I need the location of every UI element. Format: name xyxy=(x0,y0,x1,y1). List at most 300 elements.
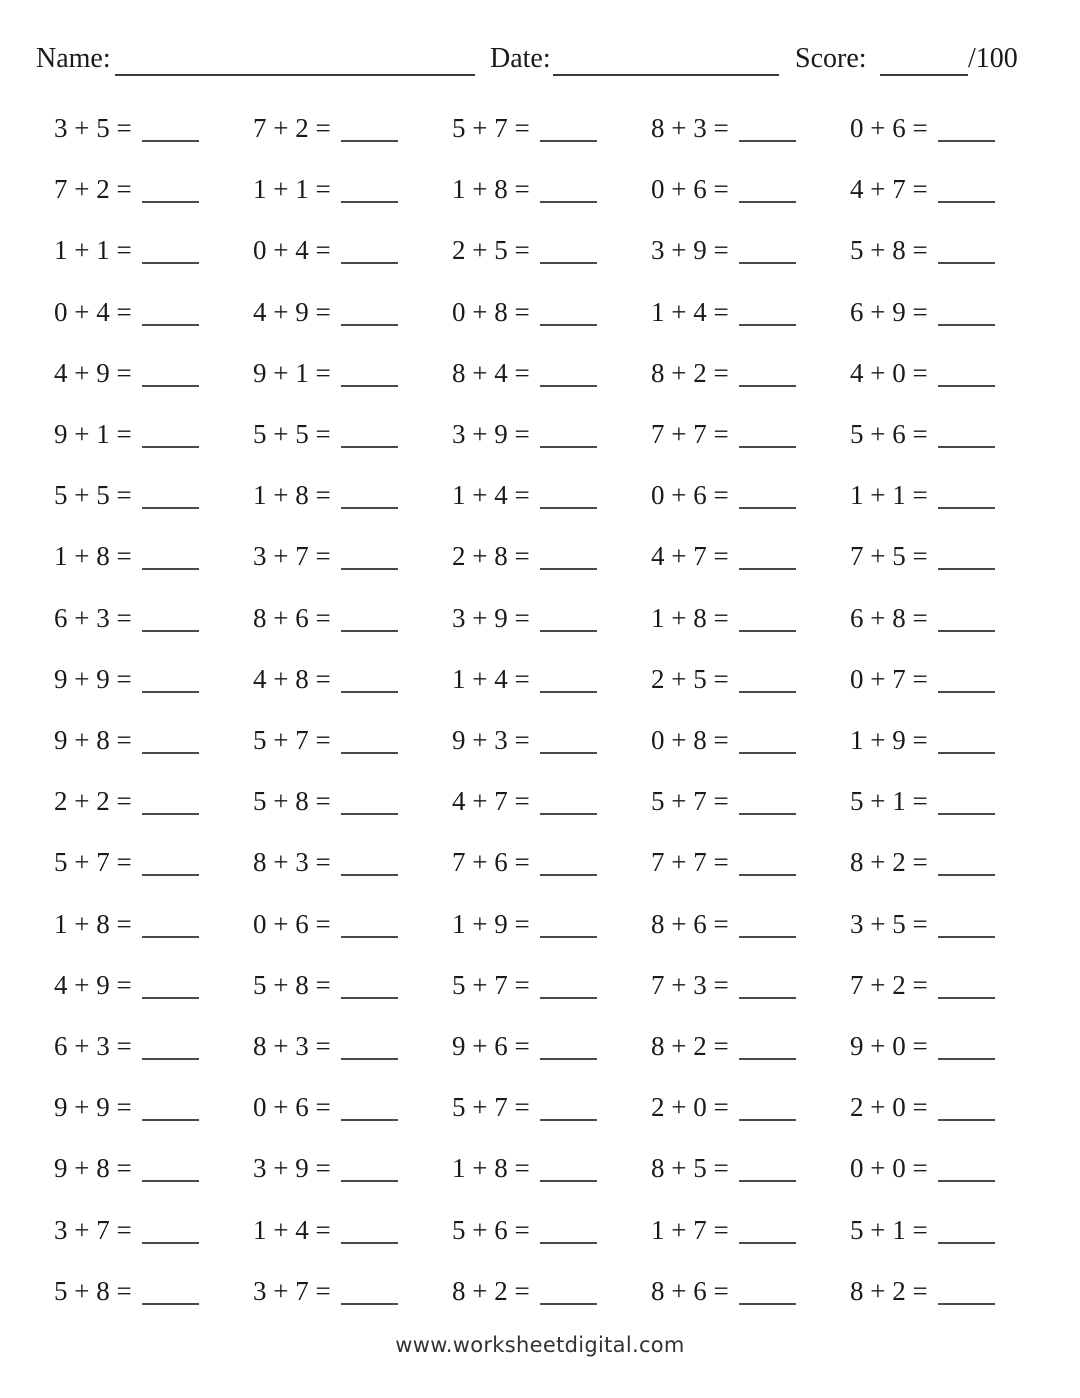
addition-problem xyxy=(452,1026,642,1066)
addition-problem xyxy=(651,108,841,148)
problem-expression: 3 + 9 = xyxy=(651,235,729,265)
answer-blank[interactable] xyxy=(142,813,199,815)
answer-blank[interactable] xyxy=(540,1180,597,1182)
problem-expression: 8 + 6 = xyxy=(651,1276,729,1306)
addition-problem xyxy=(651,1271,841,1311)
answer-blank[interactable] xyxy=(341,568,398,570)
problem-expression: 4 + 7 = xyxy=(651,541,729,571)
addition-problem xyxy=(651,1026,841,1066)
problem-expression: 5 + 5 = xyxy=(54,480,132,510)
addition-problem xyxy=(54,230,244,270)
problem-expression: 8 + 2 = xyxy=(651,358,729,388)
problem-expression: 3 + 9 = xyxy=(253,1153,331,1183)
problem-expression: 7 + 5 = xyxy=(850,541,928,571)
problem-expression: 0 + 6 = xyxy=(253,909,331,939)
addition-problem xyxy=(253,598,443,638)
problem-expression: 4 + 7 = xyxy=(850,174,928,204)
problem-expression: 3 + 7 = xyxy=(253,1276,331,1306)
problem-expression: 9 + 6 = xyxy=(452,1031,530,1061)
addition-problem xyxy=(54,1026,244,1066)
problem-expression: 7 + 6 = xyxy=(452,847,530,877)
answer-blank[interactable] xyxy=(739,997,796,999)
addition-problem xyxy=(253,475,443,515)
addition-problem xyxy=(651,720,841,760)
answer-blank[interactable] xyxy=(142,1058,199,1060)
problem-expression: 6 + 8 = xyxy=(850,603,928,633)
problem-expression: 0 + 6 = xyxy=(253,1092,331,1122)
addition-problem xyxy=(452,1271,642,1311)
answer-blank[interactable] xyxy=(142,691,199,693)
answer-blank[interactable] xyxy=(739,507,796,509)
problem-expression: 7 + 2 = xyxy=(54,174,132,204)
problem-expression: 2 + 0 = xyxy=(850,1092,928,1122)
answer-blank[interactable] xyxy=(540,691,597,693)
addition-problem xyxy=(253,1148,443,1188)
problem-expression: 2 + 0 = xyxy=(651,1092,729,1122)
addition-problem xyxy=(253,781,443,821)
answer-blank[interactable] xyxy=(938,1058,995,1060)
addition-problem xyxy=(452,414,642,454)
problem-expression: 0 + 4 = xyxy=(54,297,132,327)
addition-problem xyxy=(253,659,443,699)
answer-blank[interactable] xyxy=(739,568,796,570)
answer-blank[interactable] xyxy=(938,630,995,632)
answer-blank[interactable] xyxy=(341,997,398,999)
addition-problem xyxy=(54,598,244,638)
problem-expression: 5 + 8 = xyxy=(253,786,331,816)
addition-problem xyxy=(452,659,642,699)
answer-blank[interactable] xyxy=(540,446,597,448)
answer-blank[interactable] xyxy=(938,446,995,448)
answer-blank[interactable] xyxy=(938,691,995,693)
addition-problem xyxy=(651,659,841,699)
answer-blank[interactable] xyxy=(142,1303,199,1305)
addition-problem xyxy=(54,108,244,148)
answer-blank[interactable] xyxy=(540,752,597,754)
problem-expression: 9 + 1 = xyxy=(253,358,331,388)
answer-blank[interactable] xyxy=(739,1119,796,1121)
problem-expression: 9 + 9 = xyxy=(54,664,132,694)
answer-blank[interactable] xyxy=(739,201,796,203)
answer-blank[interactable] xyxy=(938,507,995,509)
answer-blank[interactable] xyxy=(739,630,796,632)
answer-blank[interactable] xyxy=(540,507,597,509)
addition-problem xyxy=(651,1087,841,1127)
problem-expression: 3 + 5 = xyxy=(54,113,132,143)
addition-problem xyxy=(850,842,1040,882)
addition-problem xyxy=(54,475,244,515)
addition-problem xyxy=(850,536,1040,576)
answer-blank[interactable] xyxy=(739,262,796,264)
problem-expression: 3 + 7 = xyxy=(253,541,331,571)
addition-problem xyxy=(452,536,642,576)
answer-blank[interactable] xyxy=(540,1119,597,1121)
problem-expression: 5 + 7 = xyxy=(253,725,331,755)
problem-expression: 0 + 6 = xyxy=(850,113,928,143)
problem-expression: 8 + 4 = xyxy=(452,358,530,388)
addition-problem xyxy=(850,598,1040,638)
problem-expression: 1 + 9 = xyxy=(850,725,928,755)
addition-problem xyxy=(651,353,841,393)
problem-expression: 5 + 6 = xyxy=(850,419,928,449)
problem-expression: 5 + 8 = xyxy=(253,970,331,1000)
problem-expression: 6 + 3 = xyxy=(54,1031,132,1061)
addition-problem xyxy=(850,781,1040,821)
addition-problem xyxy=(253,720,443,760)
answer-blank[interactable] xyxy=(739,936,796,938)
problem-expression: 1 + 4 = xyxy=(651,297,729,327)
addition-problem xyxy=(54,169,244,209)
problem-expression: 1 + 4 = xyxy=(253,1215,331,1245)
problem-expression: 2 + 2 = xyxy=(54,786,132,816)
problem-expression: 5 + 7 = xyxy=(452,113,530,143)
addition-problem xyxy=(651,904,841,944)
answer-blank[interactable] xyxy=(341,1119,398,1121)
problem-expression: 5 + 7 = xyxy=(651,786,729,816)
answer-blank[interactable] xyxy=(540,936,597,938)
answer-blank[interactable] xyxy=(739,1058,796,1060)
answer-blank[interactable] xyxy=(540,385,597,387)
answer-blank[interactable] xyxy=(739,752,796,754)
answer-blank[interactable] xyxy=(938,936,995,938)
problem-expression: 9 + 1 = xyxy=(54,419,132,449)
answer-blank[interactable] xyxy=(739,140,796,142)
problem-expression: 4 + 0 = xyxy=(850,358,928,388)
problem-expression: 1 + 4 = xyxy=(452,664,530,694)
answer-blank[interactable] xyxy=(739,874,796,876)
addition-problem xyxy=(850,230,1040,270)
answer-blank[interactable] xyxy=(142,1119,199,1121)
problem-expression: 4 + 7 = xyxy=(452,786,530,816)
problem-expression: 8 + 2 = xyxy=(850,847,928,877)
answer-blank[interactable] xyxy=(739,446,796,448)
addition-problem xyxy=(850,659,1040,699)
answer-blank[interactable] xyxy=(540,262,597,264)
answer-blank[interactable] xyxy=(142,385,199,387)
problem-expression: 8 + 2 = xyxy=(850,1276,928,1306)
addition-problem xyxy=(452,230,642,270)
addition-problem xyxy=(850,1210,1040,1250)
addition-problem xyxy=(54,1271,244,1311)
problem-expression: 5 + 7 = xyxy=(452,1092,530,1122)
problem-expression: 5 + 7 = xyxy=(452,970,530,1000)
answer-blank[interactable] xyxy=(341,1242,398,1244)
addition-problem xyxy=(651,1210,841,1250)
problem-expression: 1 + 8 = xyxy=(54,909,132,939)
addition-problem xyxy=(253,169,443,209)
problem-expression: 6 + 9 = xyxy=(850,297,928,327)
answer-blank[interactable] xyxy=(540,1058,597,1060)
problem-expression: 1 + 8 = xyxy=(253,480,331,510)
score-total: /100 xyxy=(968,43,1018,74)
answer-blank[interactable] xyxy=(142,936,199,938)
addition-problem xyxy=(253,965,443,1005)
answer-blank[interactable] xyxy=(142,140,199,142)
addition-problem xyxy=(54,904,244,944)
addition-problem xyxy=(253,108,443,148)
problem-expression: 0 + 7 = xyxy=(850,664,928,694)
answer-blank[interactable] xyxy=(938,568,995,570)
footer-website: www.worksheetdigital.com xyxy=(395,1333,685,1357)
addition-problem xyxy=(850,169,1040,209)
answer-blank[interactable] xyxy=(540,201,597,203)
addition-problem xyxy=(253,536,443,576)
date-label: Date: xyxy=(490,43,551,74)
addition-problem xyxy=(452,1210,642,1250)
answer-blank[interactable] xyxy=(540,568,597,570)
answer-blank[interactable] xyxy=(739,691,796,693)
answer-blank[interactable] xyxy=(739,385,796,387)
problem-expression: 9 + 9 = xyxy=(54,1092,132,1122)
addition-problem xyxy=(253,1087,443,1127)
addition-problem xyxy=(253,1210,443,1250)
addition-problem xyxy=(54,1087,244,1127)
answer-blank[interactable] xyxy=(142,1242,199,1244)
addition-problem xyxy=(253,414,443,454)
addition-problem xyxy=(452,1148,642,1188)
addition-problem xyxy=(54,659,244,699)
addition-problem xyxy=(54,720,244,760)
addition-problem xyxy=(253,1026,443,1066)
addition-problem xyxy=(452,353,642,393)
addition-problem xyxy=(850,1271,1040,1311)
problem-expression: 7 + 7 = xyxy=(651,419,729,449)
addition-problem xyxy=(253,353,443,393)
addition-problem xyxy=(850,720,1040,760)
addition-problem xyxy=(850,475,1040,515)
answer-blank[interactable] xyxy=(341,507,398,509)
addition-problem xyxy=(54,781,244,821)
problem-expression: 8 + 3 = xyxy=(253,1031,331,1061)
addition-problem xyxy=(651,536,841,576)
answer-blank[interactable] xyxy=(540,1242,597,1244)
addition-problem xyxy=(452,1087,642,1127)
answer-blank[interactable] xyxy=(540,997,597,999)
addition-problem xyxy=(54,536,244,576)
addition-problem xyxy=(651,414,841,454)
problem-expression: 4 + 8 = xyxy=(253,664,331,694)
answer-blank[interactable] xyxy=(142,568,199,570)
answer-blank[interactable] xyxy=(341,324,398,326)
answer-blank[interactable] xyxy=(142,997,199,999)
addition-problem xyxy=(850,292,1040,332)
problem-expression: 8 + 6 = xyxy=(651,909,729,939)
addition-problem xyxy=(651,965,841,1005)
answer-blank[interactable] xyxy=(341,1180,398,1182)
problem-expression: 5 + 5 = xyxy=(253,419,331,449)
answer-blank[interactable] xyxy=(540,874,597,876)
addition-problem xyxy=(850,1026,1040,1066)
addition-problem xyxy=(850,904,1040,944)
addition-problem xyxy=(850,414,1040,454)
addition-problem xyxy=(253,292,443,332)
problem-expression: 9 + 0 = xyxy=(850,1031,928,1061)
problem-expression: 8 + 3 = xyxy=(253,847,331,877)
problem-expression: 3 + 7 = xyxy=(54,1215,132,1245)
addition-problem xyxy=(452,965,642,1005)
answer-blank[interactable] xyxy=(142,262,199,264)
problem-expression: 1 + 1 = xyxy=(850,480,928,510)
addition-problem xyxy=(651,1148,841,1188)
addition-problem xyxy=(850,108,1040,148)
answer-blank[interactable] xyxy=(341,446,398,448)
answer-blank[interactable] xyxy=(142,324,199,326)
answer-blank[interactable] xyxy=(341,691,398,693)
problem-expression: 1 + 8 = xyxy=(452,174,530,204)
answer-blank[interactable] xyxy=(938,874,995,876)
answer-blank[interactable] xyxy=(341,1303,398,1305)
problem-expression: 1 + 9 = xyxy=(452,909,530,939)
answer-blank[interactable] xyxy=(938,1303,995,1305)
problem-expression: 1 + 8 = xyxy=(651,603,729,633)
answer-blank[interactable] xyxy=(938,997,995,999)
addition-problem xyxy=(452,475,642,515)
addition-problem xyxy=(452,598,642,638)
problem-expression: 5 + 8 = xyxy=(850,235,928,265)
problem-expression: 1 + 7 = xyxy=(651,1215,729,1245)
answer-blank[interactable] xyxy=(739,1242,796,1244)
answer-blank[interactable] xyxy=(142,1180,199,1182)
addition-problem xyxy=(651,292,841,332)
addition-problem xyxy=(850,1087,1040,1127)
problem-expression: 1 + 1 = xyxy=(54,235,132,265)
problem-expression: 1 + 8 = xyxy=(54,541,132,571)
problem-expression: 5 + 7 = xyxy=(54,847,132,877)
problem-expression: 4 + 9 = xyxy=(54,358,132,388)
answer-blank[interactable] xyxy=(938,262,995,264)
addition-problem xyxy=(54,292,244,332)
answer-blank[interactable] xyxy=(142,630,199,632)
answer-blank[interactable] xyxy=(341,630,398,632)
answer-blank[interactable] xyxy=(540,813,597,815)
answer-blank[interactable] xyxy=(938,1242,995,1244)
problem-expression: 0 + 8 = xyxy=(452,297,530,327)
addition-problem xyxy=(253,1271,443,1311)
problem-expression: 0 + 8 = xyxy=(651,725,729,755)
addition-problem xyxy=(452,169,642,209)
answer-blank[interactable] xyxy=(341,385,398,387)
problem-expression: 5 + 1 = xyxy=(850,1215,928,1245)
answer-blank[interactable] xyxy=(142,752,199,754)
addition-problem xyxy=(452,292,642,332)
score-label: Score: xyxy=(795,43,867,74)
addition-problem xyxy=(54,1148,244,1188)
name-label: Name: xyxy=(36,43,111,74)
addition-problem xyxy=(452,781,642,821)
answer-blank[interactable] xyxy=(341,752,398,754)
addition-problem xyxy=(850,965,1040,1005)
problem-expression: 0 + 6 = xyxy=(651,174,729,204)
answer-blank[interactable] xyxy=(938,1119,995,1121)
answer-blank[interactable] xyxy=(739,324,796,326)
problem-expression: 4 + 9 = xyxy=(253,297,331,327)
problem-expression: 9 + 8 = xyxy=(54,725,132,755)
answer-blank[interactable] xyxy=(341,1058,398,1060)
problem-expression: 9 + 8 = xyxy=(54,1153,132,1183)
addition-problem xyxy=(651,781,841,821)
addition-problem xyxy=(54,965,244,1005)
problem-expression: 1 + 4 = xyxy=(452,480,530,510)
answer-blank[interactable] xyxy=(938,140,995,142)
problem-expression: 7 + 3 = xyxy=(651,970,729,1000)
addition-problem xyxy=(452,904,642,944)
problem-expression: 8 + 5 = xyxy=(651,1153,729,1183)
answer-blank[interactable] xyxy=(540,630,597,632)
problem-expression: 8 + 2 = xyxy=(651,1031,729,1061)
answer-blank[interactable] xyxy=(540,1303,597,1305)
addition-problem xyxy=(651,230,841,270)
answer-blank[interactable] xyxy=(341,201,398,203)
problem-expression: 2 + 8 = xyxy=(452,541,530,571)
addition-problem xyxy=(54,353,244,393)
problem-expression: 6 + 3 = xyxy=(54,603,132,633)
problem-expression: 7 + 2 = xyxy=(253,113,331,143)
problem-expression: 2 + 5 = xyxy=(651,664,729,694)
answer-blank[interactable] xyxy=(540,140,597,142)
problem-expression: 5 + 6 = xyxy=(452,1215,530,1245)
problem-expression: 3 + 5 = xyxy=(850,909,928,939)
answer-blank[interactable] xyxy=(341,140,398,142)
addition-problem xyxy=(850,1148,1040,1188)
answer-blank[interactable] xyxy=(142,507,199,509)
addition-problem xyxy=(452,842,642,882)
problem-expression: 1 + 1 = xyxy=(253,174,331,204)
problem-expression: 5 + 8 = xyxy=(54,1276,132,1306)
answer-blank[interactable] xyxy=(142,201,199,203)
addition-problem xyxy=(253,904,443,944)
answer-blank[interactable] xyxy=(341,874,398,876)
problem-expression: 3 + 9 = xyxy=(452,419,530,449)
problem-expression: 0 + 0 = xyxy=(850,1153,928,1183)
answer-blank[interactable] xyxy=(142,874,199,876)
answer-blank[interactable] xyxy=(341,262,398,264)
answer-blank[interactable] xyxy=(938,385,995,387)
answer-blank[interactable] xyxy=(938,1180,995,1182)
problem-expression: 2 + 5 = xyxy=(452,235,530,265)
problem-expression: 4 + 9 = xyxy=(54,970,132,1000)
addition-problem xyxy=(54,414,244,454)
problem-expression: 5 + 1 = xyxy=(850,786,928,816)
problem-expression: 8 + 2 = xyxy=(452,1276,530,1306)
answer-blank[interactable] xyxy=(341,936,398,938)
problem-expression: 8 + 6 = xyxy=(253,603,331,633)
addition-problem xyxy=(651,842,841,882)
addition-problem xyxy=(452,108,642,148)
answer-blank[interactable] xyxy=(938,201,995,203)
addition-problem xyxy=(452,720,642,760)
answer-blank[interactable] xyxy=(739,813,796,815)
problem-expression: 7 + 7 = xyxy=(651,847,729,877)
addition-problem xyxy=(850,353,1040,393)
problem-expression: 1 + 8 = xyxy=(452,1153,530,1183)
answer-blank[interactable] xyxy=(142,446,199,448)
addition-problem xyxy=(253,230,443,270)
answer-blank[interactable] xyxy=(938,752,995,754)
problem-expression: 8 + 3 = xyxy=(651,113,729,143)
addition-problem xyxy=(651,169,841,209)
answer-blank[interactable] xyxy=(540,324,597,326)
addition-problem xyxy=(54,1210,244,1250)
answer-blank[interactable] xyxy=(739,1303,796,1305)
addition-problem xyxy=(651,475,841,515)
answer-blank[interactable] xyxy=(341,813,398,815)
answer-blank[interactable] xyxy=(739,1180,796,1182)
addition-problem xyxy=(651,598,841,638)
answer-blank[interactable] xyxy=(938,324,995,326)
addition-problem xyxy=(54,842,244,882)
problem-expression: 0 + 4 = xyxy=(253,235,331,265)
answer-blank[interactable] xyxy=(938,813,995,815)
